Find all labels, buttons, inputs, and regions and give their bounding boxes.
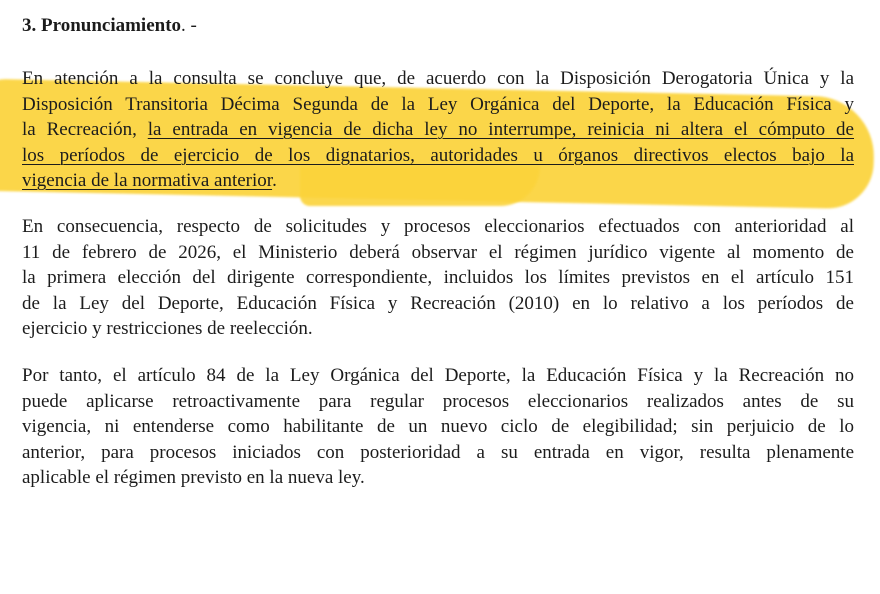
paragraph-line xyxy=(22,143,854,169)
paragraph-line: Disposición Transitoria Décima Segunda de la Ley Orgánica del Deporte, la Educación Física y xyxy=(22,93,854,115)
underlined-text: la entrada en vigencia de dicha ley no interrumpe, reinicia ni altera el cómputo de xyxy=(147,119,854,140)
paragraph-line-plain: . xyxy=(272,170,277,191)
underlined-text: vigencia de la normativa anterior xyxy=(22,170,273,191)
section-heading xyxy=(22,14,197,38)
section-heading-suffix: . - xyxy=(181,15,197,36)
paragraph-line: En atención a la consulta se concluye que, de acuerdo con la Disposición Derogatoria Única y la xyxy=(22,68,854,89)
paragraph-line: vigencia, ni entenderse como habilitante de un nuevo ciclo de elegibilidad; sin perjuicio de lo xyxy=(22,416,854,437)
paragraph-line: de la Ley del Deporte, Educación Física y Recreación (2010) en lo relativo a los períodos de xyxy=(22,292,854,314)
paragraph-line-plain: la Recreación, xyxy=(22,119,148,140)
paragraph-consequence xyxy=(22,214,854,342)
underlined-text: los períodos de ejercicio de los dignatarios, autoridades u órganos directivos electos bajo la xyxy=(22,144,854,166)
section-heading-title: 3. Pronunciamiento xyxy=(22,15,182,36)
paragraph-line xyxy=(22,117,854,143)
paragraph-line: la primera elección del dirigente correspondiente, incluidos los límites previstos en el artículo 151 xyxy=(22,267,854,288)
paragraph-conclusion xyxy=(22,66,854,194)
paragraph-line: puede aplicarse retroactivamente para regular procesos eleccionarios realizados antes de su xyxy=(22,390,854,412)
paragraph-line: ejercicio y restricciones de reelección. xyxy=(22,318,313,339)
paragraph-line: En consecuencia, respecto de solicitudes y procesos eleccionarios efectuados con anterioridad al xyxy=(22,216,854,237)
paragraph-line: anterior, para procesos iniciados con posterioridad a su entrada en vigor, resulta plenamente xyxy=(22,441,854,463)
paragraph-line: aplicable el régimen previsto en la nueva ley. xyxy=(22,467,365,488)
paragraph-line xyxy=(22,168,854,194)
paragraph-therefore xyxy=(22,363,854,491)
paragraph-line: Por tanto, el artículo 84 de la Ley Orgánica del Deporte, la Educación Física y la Recreación no xyxy=(22,365,854,386)
paragraph-line: 11 de febrero de 2026, el Ministerio deberá observar el régimen jurídico vigente al momento de xyxy=(22,241,854,263)
